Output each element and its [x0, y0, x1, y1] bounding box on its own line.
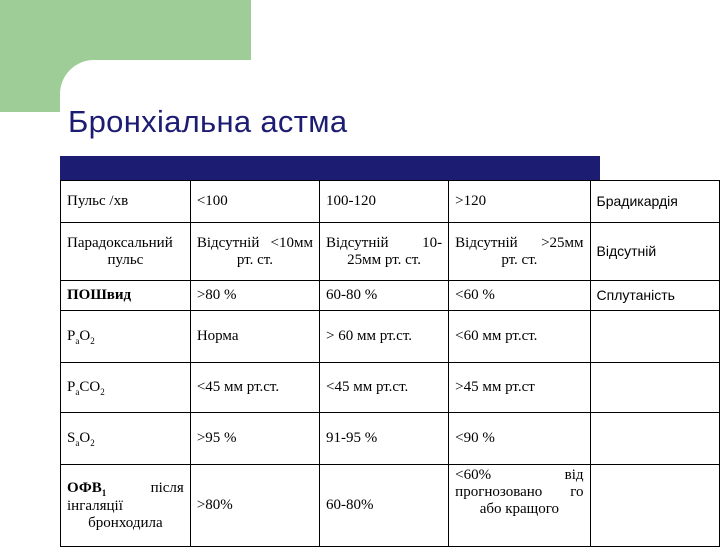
table-cell: 100-120 — [320, 181, 449, 223]
table-cell: > 60 мм рт.ст. — [320, 311, 449, 363]
table-cell: <60% від прогнозовано го або кращого — [449, 465, 590, 547]
asthma-severity-table — [60, 180, 720, 547]
table-cell: Відсутній — [590, 223, 719, 281]
table-cell: Брадикардія — [590, 181, 719, 223]
table-row — [61, 311, 720, 363]
table-cell: Сплутаність — [590, 281, 719, 311]
table-cell: <60 % — [449, 281, 590, 311]
table-cell: >120 — [449, 181, 590, 223]
table-cell: Норма — [190, 311, 319, 363]
row-label-paco2: $P_aCO_2$ — [61, 363, 191, 413]
table-cell: <90 % — [449, 413, 590, 465]
table-cell: Відсутній 10-25мм рт. ст. — [320, 223, 449, 281]
row-label-pulse: Пульс /хв — [61, 181, 191, 223]
table-cell — [590, 465, 719, 547]
table-cell: >80% — [190, 465, 319, 547]
table-cell: >45 мм рт.ст — [449, 363, 590, 413]
row-label-paradoxical-pulse: Парадоксальний пульс — [61, 223, 191, 281]
table-cell: <100 — [190, 181, 319, 223]
table-cell: 60-80% — [320, 465, 449, 547]
slide-title: Бронхіальна астма — [68, 104, 348, 139]
row-label-fev1: $ОФВ_1$ після інгаляції бронходила — [61, 465, 191, 547]
table-cell: 91-95 % — [320, 413, 449, 465]
table-cell — [590, 413, 719, 465]
table-row — [61, 363, 720, 413]
table-cell: <60 мм рт.ст. — [449, 311, 590, 363]
table-row — [61, 465, 720, 547]
row-label-sao2: $S_aO_2$ — [61, 413, 191, 465]
table-cell: Відсутній >25мм рт. ст. — [449, 223, 590, 281]
table-row — [61, 413, 720, 465]
table-row — [61, 223, 720, 281]
title-underline-bar — [60, 156, 600, 180]
table-cell: >95 % — [190, 413, 319, 465]
table-row — [61, 281, 720, 311]
row-label-pef: ПОШвид — [61, 281, 191, 311]
table-row — [61, 181, 720, 223]
table-cell: Відсутній <10мм рт. ст. — [190, 223, 319, 281]
table-cell: <45 мм рт.ст. — [190, 363, 319, 413]
table-cell: <45 мм рт.ст. — [320, 363, 449, 413]
table-cell: >80 % — [190, 281, 319, 311]
table-cell — [590, 311, 719, 363]
row-label-pao2: $P_aO_2$ — [61, 311, 191, 363]
table-cell: 60-80 % — [320, 281, 449, 311]
table-cell — [590, 363, 719, 413]
